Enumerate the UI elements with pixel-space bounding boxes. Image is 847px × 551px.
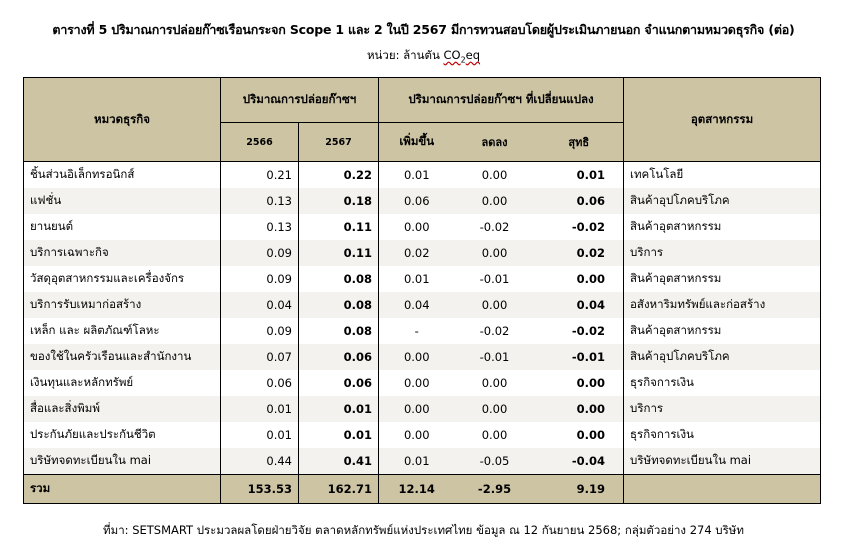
cell-2567: 0.08	[299, 318, 379, 344]
cell-sector: บริษัทจดทะเบียนใน mai	[24, 448, 221, 475]
cell-net: 0.06	[535, 188, 624, 214]
cell-2566: 0.01	[221, 422, 299, 448]
cell-industry: บริการ	[624, 396, 821, 422]
unit-subscript: 2	[460, 55, 466, 65]
table-row	[24, 292, 821, 318]
cell-2567: 0.11	[299, 240, 379, 266]
cell-increase: 0.04	[379, 292, 455, 318]
cell-2567: 0.01	[299, 422, 379, 448]
table-row	[24, 214, 821, 240]
cell-sector: บริการเฉพาะกิจ	[24, 240, 221, 266]
cell-2566: 0.04	[221, 292, 299, 318]
table-row	[24, 188, 821, 214]
cell-sector: เงินทุนและหลักทรัพย์	[30, 375, 134, 389]
cell-decrease: 0.00	[481, 376, 508, 390]
cell-increase: 0.00	[379, 422, 455, 448]
cell-sector: วัสดุอุตสาหกรรมและเครื่องจักร	[30, 271, 185, 285]
total-increase: 12.14	[379, 475, 455, 504]
cell-decrease: 0.00	[481, 168, 508, 182]
cell-2567: 0.01	[299, 396, 379, 422]
cell-increase: 0.00	[379, 396, 455, 422]
cell-decrease: -0.01	[455, 344, 535, 370]
table-row	[24, 448, 821, 475]
cell-net: 0.00	[535, 396, 624, 422]
cell-2567: 0.06	[299, 344, 379, 370]
cell-2566: 0.09	[221, 266, 299, 292]
cell-industry: บริษัทจดทะเบียนใน mai	[624, 448, 821, 475]
cell-increase: -	[379, 318, 455, 344]
cell-net: 0.00	[576, 428, 606, 442]
total-industry	[624, 475, 821, 504]
cell-2566: 0.09	[221, 240, 299, 266]
table-row	[24, 370, 821, 396]
cell-2566: 0.01	[221, 396, 299, 422]
cell-industry: สินค้าอุตสาหกรรม	[624, 318, 821, 344]
cell-industry: สินค้าอุปโภคบริโภค	[624, 344, 821, 370]
cell-sector: สื่อและสิ่งพิมพ์	[24, 396, 221, 422]
header-emissions: ปริมาณการปล่อยก๊าซฯ	[221, 78, 379, 123]
total-row	[24, 475, 821, 504]
cell-2566: 0.13	[221, 214, 299, 240]
cell-2567: 0.06	[299, 370, 379, 396]
cell-sector: ชิ้นส่วนอิเล็กทรอนิกส์	[30, 167, 135, 181]
cell-2567: 0.08	[299, 266, 379, 292]
source-note: ที่มา: SETSMART ประมวลผลโดยฝ่ายวิจัย ตลาดหลักทรัพย์แห่งประเทศไทย ข้อมูล ณ 12 กันยายน 2568; กลุ่มตัวอย่าง 274 บริษัท	[103, 523, 744, 537]
table-row	[24, 396, 821, 422]
header-decrease: ลดลง	[455, 123, 535, 162]
cell-increase: 0.00	[379, 370, 455, 396]
cell-net: 0.04	[535, 292, 624, 318]
header-sector: หมวดธุรกิจ	[24, 78, 221, 162]
total-net: 9.19	[535, 475, 624, 504]
unit-label	[0, 47, 847, 65]
cell-industry: เทคโนโลยี	[624, 162, 821, 189]
table-row	[24, 344, 821, 370]
cell-industry: สินค้าอุปโภคบริโภค	[624, 188, 821, 214]
cell-sector: บริการรับเหมาก่อสร้าง	[24, 292, 221, 318]
cell-increase: 0.01	[379, 266, 455, 292]
cell-2566: 0.13	[221, 188, 299, 214]
cell-industry: สินค้าอุตสาหกรรม	[624, 266, 821, 292]
cell-2567: 0.11	[299, 214, 379, 240]
cell-decrease: -0.02	[479, 220, 510, 234]
cell-2566: 0.44	[221, 448, 299, 475]
header-industry: อุตสาหกรรม	[624, 78, 821, 162]
cell-industry: สินค้าอุตสาหกรรม	[624, 214, 821, 240]
cell-decrease: 0.00	[455, 240, 535, 266]
table-body	[24, 162, 821, 475]
cell-industry: บริการ	[624, 240, 821, 266]
cell-industry: ธุรกิจการเงิน	[624, 370, 821, 396]
cell-sector: ของใช้ในครัวเรือนและสำนักงาน	[24, 344, 221, 370]
cell-decrease: 0.00	[455, 292, 535, 318]
cell-2566: 0.06	[221, 370, 299, 396]
total-2566: 153.53	[221, 475, 299, 504]
unit-chemical	[443, 48, 481, 65]
header-change: ปริมาณการปล่อยก๊าซฯ ที่เปลี่ยนแปลง	[379, 78, 624, 123]
table-row	[24, 318, 821, 344]
cell-sector: แฟชั่น	[24, 188, 221, 214]
cell-sector: ประกันภัยและประกันชีวิต	[30, 427, 156, 441]
table-title: ตารางที่ 5 ปริมาณการปล่อยก๊าซเรือนกระจก Scope 1 และ 2 ในปี 2567 มีการทวนสอบโดยผู้ประเมินภายนอก จำแนกตามหมวดธุรกิจ (ต่อ)	[52, 22, 795, 37]
total-label: รวม	[24, 475, 221, 504]
table-row	[24, 240, 821, 266]
table-row	[24, 162, 821, 189]
cell-2567: 0.41	[299, 448, 379, 475]
cell-increase: 0.01	[379, 162, 455, 189]
header-net: สุทธิ	[535, 123, 624, 162]
cell-industry: ธุรกิจการเงิน	[624, 422, 821, 448]
cell-2567: 0.18	[299, 188, 379, 214]
cell-2567: 0.22	[299, 162, 379, 189]
cell-increase: 0.00	[379, 214, 455, 240]
cell-net: 0.01	[576, 168, 606, 182]
cell-2566: 0.21	[221, 162, 299, 189]
cell-increase: 0.00	[379, 344, 455, 370]
header-year-2567: 2567	[299, 123, 379, 162]
cell-industry: อสังหาริมทรัพย์และก่อสร้าง	[624, 292, 821, 318]
cell-decrease: 0.00	[455, 188, 535, 214]
emissions-table	[23, 77, 821, 504]
cell-increase: 0.06	[379, 188, 455, 214]
unit-co: CO	[443, 48, 461, 62]
cell-net: -0.01	[535, 344, 624, 370]
cell-2567: 0.08	[299, 292, 379, 318]
cell-decrease: 0.00	[481, 428, 508, 442]
unit-prefix: หน่วย: ล้านตัน	[366, 48, 444, 62]
cell-2566: 0.09	[221, 318, 299, 344]
table-row	[24, 422, 821, 448]
cell-decrease: -0.05	[455, 448, 535, 475]
header-year-2566: 2566	[221, 123, 299, 162]
cell-decrease: -0.01	[479, 272, 510, 286]
cell-net: -0.02	[571, 324, 606, 338]
cell-net: 0.00	[576, 272, 606, 286]
total-decrease: -2.95	[455, 475, 535, 504]
table-row	[24, 266, 821, 292]
cell-decrease: 0.00	[455, 396, 535, 422]
cell-increase: 0.02	[379, 240, 455, 266]
cell-increase: 0.01	[379, 448, 455, 475]
cell-net: -0.02	[571, 220, 606, 234]
total-2567: 162.71	[299, 475, 379, 504]
cell-net: -0.04	[535, 448, 624, 475]
cell-sector: ยานยนต์	[30, 219, 74, 233]
cell-net: 0.02	[535, 240, 624, 266]
cell-2566: 0.07	[221, 344, 299, 370]
cell-decrease: -0.02	[479, 324, 510, 338]
cell-net: 0.00	[576, 376, 606, 390]
cell-sector: เหล็ก และ ผลิตภัณฑ์โลหะ	[30, 323, 160, 337]
unit-eq: eq	[465, 48, 481, 62]
header-increase: เพิ่มขึ้น	[379, 123, 455, 162]
